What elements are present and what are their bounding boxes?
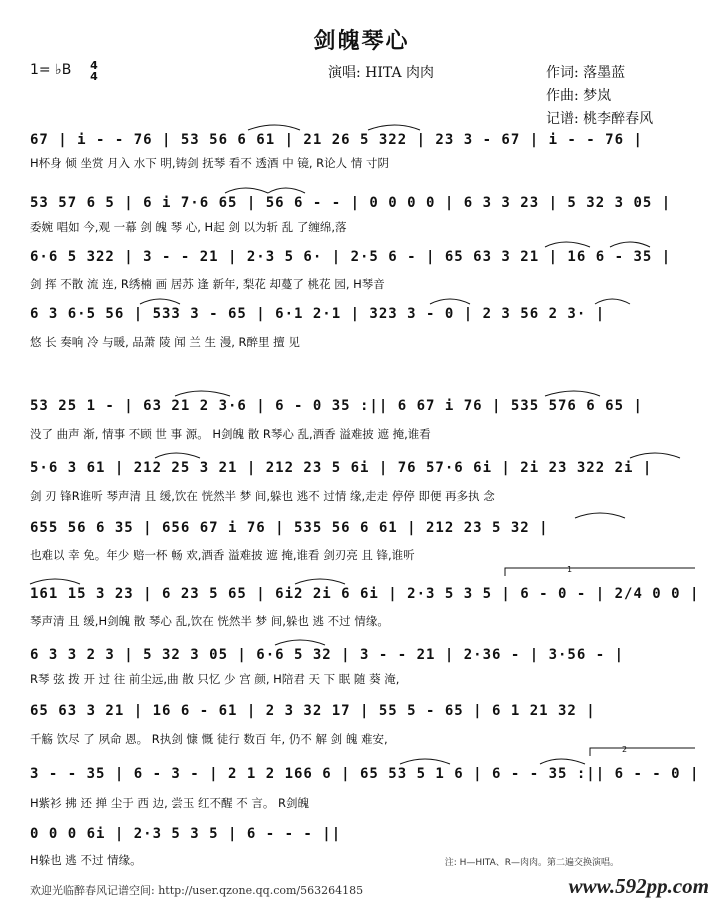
lyricist-credit: 作词: 落墨蓝 bbox=[546, 65, 626, 81]
time-signature-top: 4 bbox=[90, 59, 98, 72]
score-row-3-lyrics: 剑 挥 不散 流 连, R绣楠 画 居苏 逢 新年, 梨花 却蔓了 桃花 园, H琴音 bbox=[30, 277, 385, 291]
score-row-6-notes: 5·6 3 61 | 212 25 3 21 | 212 23 5 6i | 76 57·6 6i | 2i 23 322 2i | bbox=[30, 460, 653, 476]
score-row-6-lyrics: 剑 刃 锋R谁听 琴声清 且 缓,饮在 恍然半 梦 间,躲也 逃不 过情 缘,走走 停停 即便 再多执 念 bbox=[30, 489, 495, 503]
slur-mark bbox=[575, 513, 625, 518]
score-row-5-notes: 53 25 1 - | 63 21 2 3·6 | 6 - 0 35 :|| 6 67 i 76 | 535 576 6 65 | bbox=[30, 398, 643, 414]
slur-mark bbox=[545, 242, 590, 247]
slur-mark bbox=[225, 188, 268, 193]
slur-mark bbox=[175, 391, 230, 396]
score-row-8-lyrics: 琴声清 且 缓,H剑魄 散 琴心 乱,饮在 恍然半 梦 间,躲也 逃 不过 情缘。 bbox=[30, 614, 389, 628]
slur-mark bbox=[545, 391, 600, 396]
transcriber-credit: 记谱: 桃李醉春风 bbox=[546, 111, 654, 127]
volta-bracket-1 bbox=[505, 568, 695, 576]
singer-credit: 演唱: HITA 肉肉 bbox=[328, 65, 435, 81]
volta-number-1: 1 bbox=[567, 565, 573, 574]
score-row-3-notes: 6·6 5 322 | 3 - - 21 | 2·3 5 6· | 2·5 6 - | 65 63 3 21 | 16 6 - 35 | bbox=[30, 249, 672, 265]
slur-mark bbox=[155, 453, 200, 458]
score-row-9-lyrics: R琴 弦 拨 开 过 往 前尘远,曲 散 只忆 少 宫 颜, H陪君 天 下 眠 随 葵 淹, bbox=[30, 672, 400, 686]
slur-mark bbox=[295, 579, 345, 584]
score-row-2-notes: 53 57 6 5 | 6 i 7·6 65 | 56 6 - - | 0 0 0 0 | 6 3 3 23 | 5 32 3 05 | bbox=[30, 195, 672, 211]
time-signature-bottom: 4 bbox=[90, 70, 98, 83]
slur-mark bbox=[268, 188, 305, 193]
score-row-11-notes: 3 - - 35 | 6 - 3 - | 2 1 2 166 6 | 65 53 5 1 6 | 6 - - 35 :|| 6 - - 0 | bbox=[30, 766, 700, 782]
slur-mark bbox=[430, 299, 470, 304]
score-row-5-lyrics: 没了 曲声 渐, 情事 不顾 世 事 源。 H剑魄 散 R琴心 乱,酒香 溢难披 遮 掩,谁看 bbox=[30, 427, 431, 441]
slur-mark bbox=[368, 125, 420, 130]
score-row-1-lyrics: H杯身 倾 坐赏 月入 水下 明,铸剑 抚琴 看不 透酒 中 镜, R论人 情 寸阴 bbox=[30, 156, 389, 170]
volta-bracket-2 bbox=[590, 748, 695, 756]
slur-mark bbox=[248, 125, 300, 130]
score-row-10-notes: 65 63 3 21 | 16 6 - 61 | 2 3 32 17 | 55 5 - 65 | 6 1 21 32 | bbox=[30, 703, 596, 719]
slur-mark bbox=[540, 759, 585, 764]
key-signature: 1= ♭B bbox=[30, 62, 72, 78]
site-watermark: www.592pp.com bbox=[568, 874, 709, 898]
slur-mark bbox=[595, 299, 630, 304]
performer-footnote: 注: H—HITA、R—肉肉。第二遍交换演唱。 bbox=[444, 858, 619, 868]
slur-mark bbox=[275, 640, 325, 645]
score-row-4-notes: 6 3 6·5 56 | 533 3 - 65 | 6·1 2·1 | 323 3 - 0 | 2 3 56 2 3· | bbox=[30, 306, 606, 322]
score-row-12-lyrics: H躲也 逃 不过 情缘。 bbox=[30, 853, 142, 867]
slur-mark bbox=[30, 579, 80, 584]
score-row-10-lyrics: 千觞 饮尽 了 夙命 恩。 R执剑 慷 慨 徒行 数百 年, 仍不 解 剑 魄 难安, bbox=[30, 732, 388, 746]
footer-link-text[interactable]: 欢迎光临醉春风记谱空间: http://user.qzone.qq.com/563264185 bbox=[30, 884, 364, 897]
slur-mark bbox=[610, 242, 650, 247]
score-row-7-lyrics: 也难以 幸 免。年少 赔一杯 畅 欢,酒香 溢难披 遮 掩,谁看 剑刃亮 且 锋,谁听 bbox=[30, 548, 415, 562]
volta-number-2: 2 bbox=[622, 745, 628, 754]
score-row-4-lyrics: 悠 长 奏响 冷 与暖, 品萧 陵 闻 兰 生 漫, R醉里 擅 见 bbox=[30, 335, 300, 349]
composer-credit: 作曲: 梦岚 bbox=[546, 88, 612, 104]
score-row-9-notes: 6 3 3 2 3 | 5 32 3 05 | 6·6 5 32 | 3 - - 21 | 2·36 - | 3·56 - | bbox=[30, 647, 625, 663]
slur-mark bbox=[140, 299, 180, 304]
score-row-8-notes: 161 15 3 23 | 6 23 5 65 | 6i2 2i 6 6i | 2·3 5 3 5 | 6 - 0 - | 2/4 0 0 | bbox=[30, 586, 700, 602]
score-row-11-lyrics: H紫衫 拂 还 掸 尘于 西 边, 尝玉 红不醒 不 言。 R剑魄 bbox=[30, 796, 310, 810]
slur-mark bbox=[400, 759, 450, 764]
score-row-2-lyrics: 委婉 唱如 今,观 一幕 剑 魄 琴 心, H起 剑 以为斩 乱 了缠绵,落 bbox=[30, 220, 347, 234]
slur-mark bbox=[630, 453, 680, 458]
score-row-7-notes: 655 56 6 35 | 656 67 i 76 | 535 56 6 61 | 212 23 5 32 | bbox=[30, 520, 549, 536]
song-title: 剑魄琴心 bbox=[313, 28, 410, 54]
score-row-1-notes: 67 | i - - 76 | 53 56 6 61 | 21 26 5 322 | 23 3 - 67 | i - - 76 | bbox=[30, 132, 643, 148]
score-row-12-notes: 0 0 0 6i | 2·3 5 3 5 | 6 - - - || bbox=[30, 826, 342, 842]
